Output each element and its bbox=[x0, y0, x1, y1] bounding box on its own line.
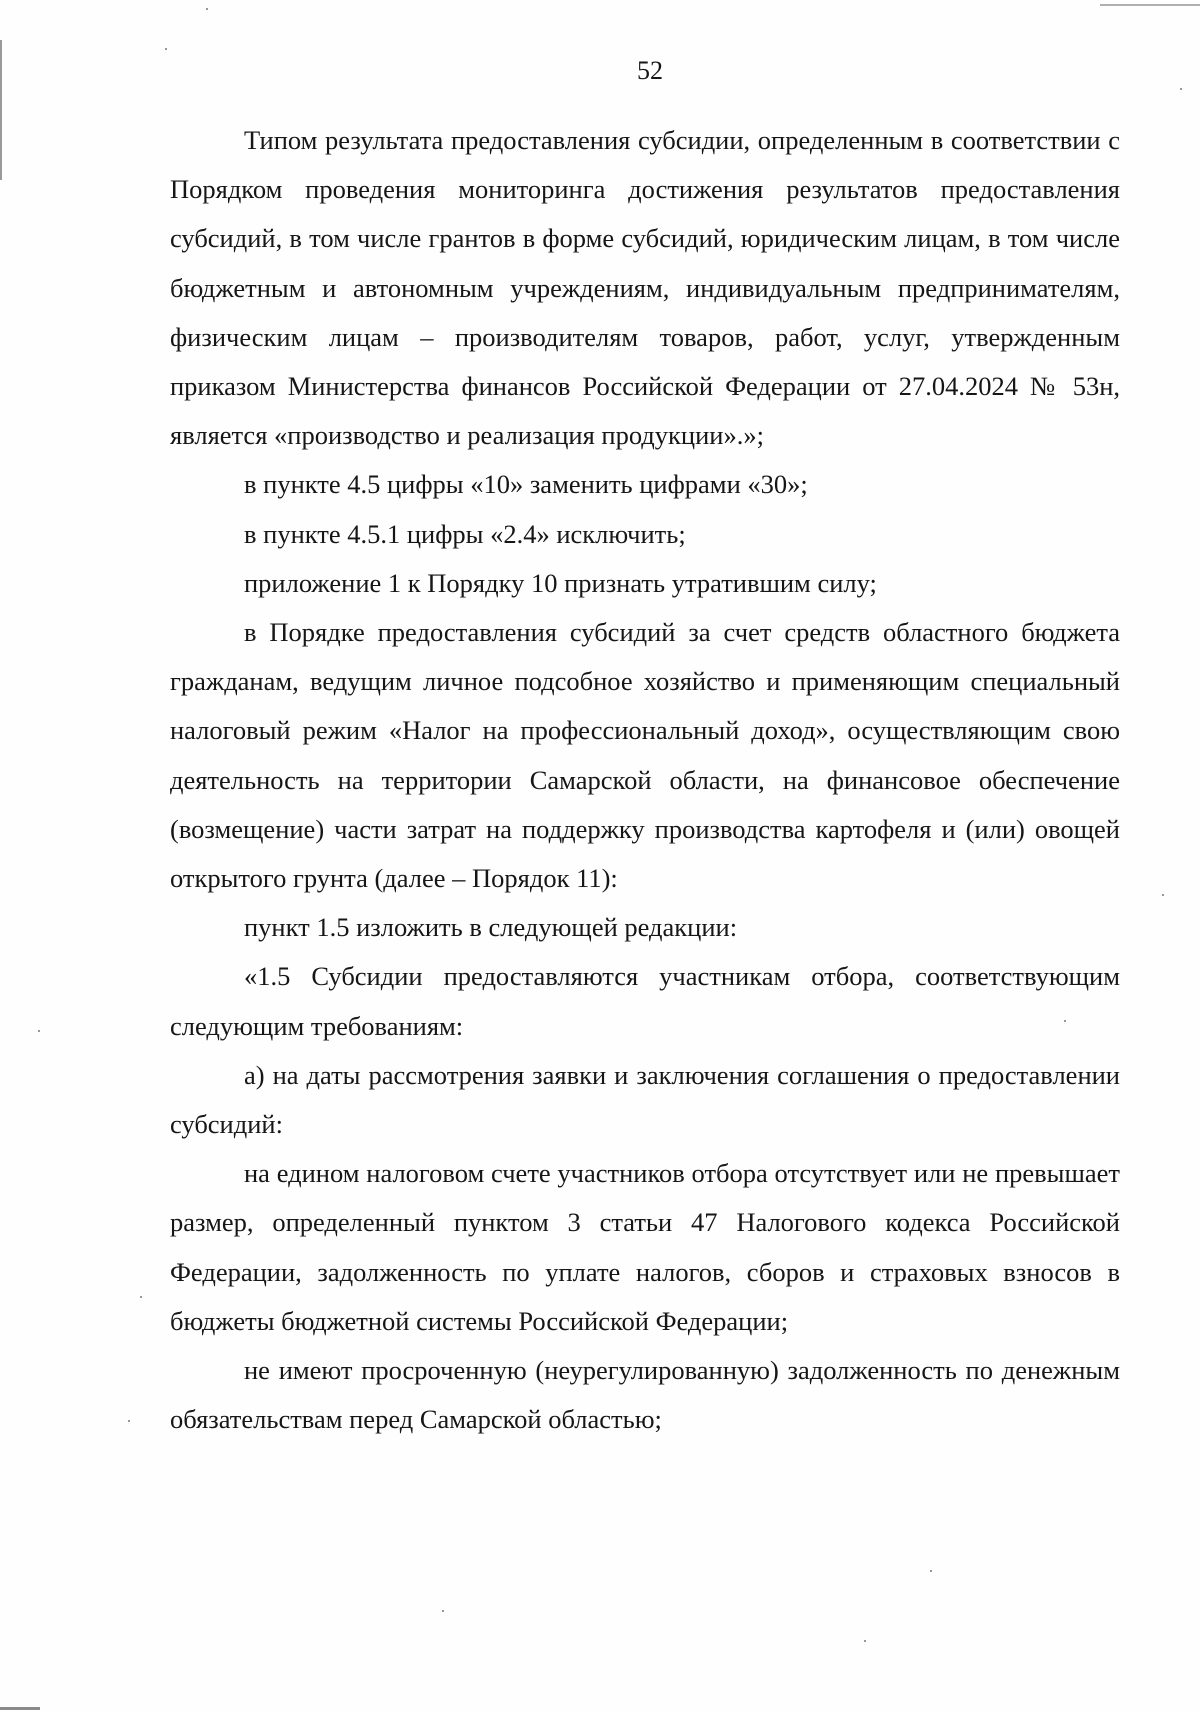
scan-speck bbox=[128, 1420, 130, 1422]
scan-speck bbox=[38, 1030, 40, 1032]
paragraph: приложение 1 к Порядку 10 признать утратившим силу; bbox=[244, 567, 877, 598]
scan-edge-artifact bbox=[0, 40, 2, 180]
paragraph: в Порядке предоставления субсидий за счет средств областного бюджета гражданам, ведущим личное подсобное хозяйство и применяющим специальный налоговый режим «Налог на профессиональный доход», осуществляющим свою деятельность на территории Самарской области, на финансовое обеспечение (возмещение) части затрат на поддержку производства картофеля и (или) овощей открытого грунта (далее – Порядок 11): bbox=[170, 617, 1120, 894]
paragraph: в пункте 4.5 цифры «10» заменить цифрами «30»; bbox=[244, 469, 808, 500]
paragraph: не имеют просроченную (неурегулированную) задолженность по денежным обязательствам перед Самарской областью; bbox=[170, 1355, 1120, 1435]
scan-speck bbox=[165, 48, 167, 50]
scan-speck bbox=[1180, 88, 1182, 90]
paragraph: на едином налоговом счете участников отбора отсутствует или не превышает размер, определенный пунктом 3 статьи 47 Налогового кодекса Российской Федерации, задолженность по уплате налогов, сборов и страховых взносов в бюджеты бюджетной системы Российской Федерации; bbox=[170, 1158, 1120, 1336]
paragraph: «1.5 Субсидии предоставляются участникам отбора, соответствующим следующим требованиям: bbox=[170, 961, 1120, 1041]
paragraph: в пункте 4.5.1 цифры «2.4» исключить; bbox=[244, 518, 686, 549]
paragraph: а) на даты рассмотрения заявки и заключения соглашения о предоставлении субсидий: bbox=[170, 1059, 1120, 1140]
paragraph: пункт 1.5 изложить в следующей редакции: bbox=[244, 912, 738, 943]
scan-speck bbox=[206, 8, 208, 10]
page-number: 52 bbox=[637, 56, 663, 85]
scan-mark-artifact bbox=[0, 1707, 40, 1710]
scan-mark-artifact bbox=[1100, 4, 1200, 6]
scan-speck bbox=[140, 1296, 142, 1298]
paragraph: Типом результата предоставления субсидии, определенным в соответствии с Порядком проведения мониторинга достижения результатов предоставления субсидий, в том числе грантов в форме субсидий, юридическим лицам, в том числе бюджетным и автономным учреждениям, индивидуальным предпринимателям, физическим лицам – производителям товаров, работ, услуг, утвержденным приказом Министерства финансов Российской Федерации от 27.04.2024 № 53н, является «производство и реализация продукции».»; bbox=[170, 125, 1120, 451]
scan-speck bbox=[930, 1570, 932, 1572]
scan-speck bbox=[442, 1610, 444, 1612]
scan-speck bbox=[864, 1640, 866, 1642]
document-body bbox=[170, 116, 1120, 1444]
scan-speck bbox=[1162, 894, 1164, 896]
